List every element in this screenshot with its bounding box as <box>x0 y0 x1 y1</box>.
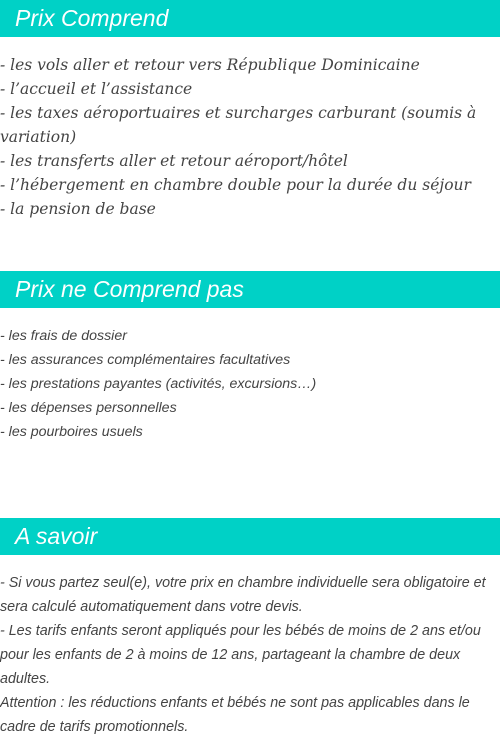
info-text <box>0 571 500 739</box>
list-item: - les vols aller et retour vers République Dominicaine <box>0 56 420 74</box>
info-paragraph: - Si vous partez seul(e), votre prix en chambre individuelle sera obligatoire et sera calculé automatiquement dans votre devis. <box>0 575 486 615</box>
included-list <box>0 53 500 221</box>
list-item: - les assurances complémentaires facultatives <box>0 352 291 368</box>
excluded-list <box>0 324 500 444</box>
list-item: - les transferts aller et retour aéroport/hôtel <box>0 152 348 170</box>
list-item: - l’hébergement en chambre double pour la durée du séjour <box>0 176 471 194</box>
list-item: - les taxes aéroportuaires et surcharges carburant (soumis à variation) <box>0 104 477 146</box>
list-item: - les pourboires usuels <box>0 424 143 440</box>
info-paragraph: - Les tarifs enfants seront appliqués pour les bébés de moins de 2 ans et/ou pour les enfants de 2 à moins de 12 ans, partageant la chambre de deux adultes. <box>0 623 481 687</box>
section-heading-prix-comprend: Prix Comprend <box>0 0 500 37</box>
list-item: - la pension de base <box>0 200 156 218</box>
list-item: - les dépenses personnelles <box>0 400 177 416</box>
list-item: - les prestations payantes (activités, excursions…) <box>0 376 317 392</box>
list-item: - les frais de dossier <box>0 328 127 344</box>
info-paragraph: Attention : les réductions enfants et bébés ne sont pas applicables dans le cadre de tarifs promotionnels. <box>0 695 470 735</box>
list-item: - l’accueil et l’assistance <box>0 80 193 98</box>
section-heading-prix-ne-comprend-pas: Prix ne Comprend pas <box>0 271 500 308</box>
section-heading-a-savoir: A savoir <box>0 518 500 555</box>
